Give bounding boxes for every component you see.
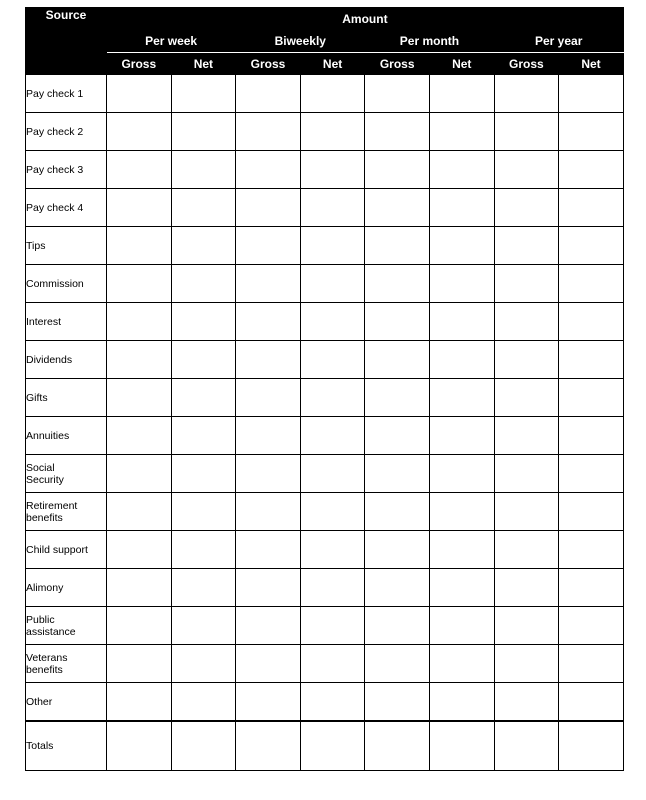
net-entry-cell[interactable] <box>429 493 494 531</box>
net-entry-cell[interactable] <box>429 531 494 569</box>
table-row <box>26 341 624 379</box>
net-entry-cell[interactable] <box>429 721 494 771</box>
row-label: Child support <box>26 531 107 569</box>
net-entry-cell[interactable] <box>300 493 365 531</box>
table-row <box>26 303 624 341</box>
net-entry-cell[interactable] <box>429 417 494 455</box>
gross-entry-cell[interactable] <box>107 417 172 455</box>
gross-entry-cell[interactable] <box>365 569 430 607</box>
row-label: Retirement benefits <box>26 493 107 531</box>
net-entry-cell[interactable] <box>429 75 494 113</box>
row-label: Dividends <box>26 341 107 379</box>
period-header-biweekly: Biweekly <box>236 30 365 53</box>
row-label: Tips <box>26 227 107 265</box>
net-entry-cell[interactable] <box>559 645 624 683</box>
net-entry-cell[interactable] <box>300 645 365 683</box>
gross-header: Gross <box>494 53 559 75</box>
row-label: Pay check 1 <box>26 75 107 113</box>
gross-entry-cell[interactable] <box>107 455 172 493</box>
net-entry-cell[interactable] <box>559 265 624 303</box>
gross-entry-cell[interactable] <box>107 683 172 722</box>
gross-entry-cell[interactable] <box>494 227 559 265</box>
table-row <box>26 531 624 569</box>
table-row <box>26 227 624 265</box>
gross-entry-cell[interactable] <box>494 569 559 607</box>
table-row <box>26 493 624 531</box>
net-entry-cell[interactable] <box>429 569 494 607</box>
gross-entry-cell[interactable] <box>494 341 559 379</box>
row-label: Public assistance <box>26 607 107 645</box>
gross-entry-cell[interactable] <box>494 531 559 569</box>
gross-entry-cell[interactable] <box>236 265 301 303</box>
net-entry-cell[interactable] <box>559 303 624 341</box>
row-label: Interest <box>26 303 107 341</box>
row-label: Pay check 3 <box>26 151 107 189</box>
gross-entry-cell[interactable] <box>365 683 430 722</box>
net-entry-cell[interactable] <box>171 303 236 341</box>
income-worksheet-table <box>25 7 624 771</box>
gross-entry-cell[interactable] <box>236 341 301 379</box>
gross-entry-cell[interactable] <box>107 113 172 151</box>
row-label: Gifts <box>26 379 107 417</box>
net-entry-cell[interactable] <box>171 683 236 722</box>
net-header: Net <box>171 53 236 75</box>
gross-entry-cell[interactable] <box>365 493 430 531</box>
table-row <box>26 645 624 683</box>
gross-entry-cell[interactable] <box>494 265 559 303</box>
gross-entry-cell[interactable] <box>494 189 559 227</box>
net-entry-cell[interactable] <box>171 379 236 417</box>
gross-entry-cell[interactable] <box>107 493 172 531</box>
net-entry-cell[interactable] <box>300 531 365 569</box>
net-entry-cell[interactable] <box>559 417 624 455</box>
row-label: Veterans benefits <box>26 645 107 683</box>
source-header: Source <box>26 8 107 75</box>
gross-entry-cell[interactable] <box>494 455 559 493</box>
gross-entry-cell[interactable] <box>236 417 301 455</box>
net-entry-cell[interactable] <box>300 227 365 265</box>
net-entry-cell[interactable] <box>559 683 624 722</box>
table-row <box>26 455 624 493</box>
gross-entry-cell[interactable] <box>236 455 301 493</box>
table-row <box>26 265 624 303</box>
net-entry-cell[interactable] <box>171 455 236 493</box>
gross-entry-cell[interactable] <box>107 303 172 341</box>
net-entry-cell[interactable] <box>300 189 365 227</box>
net-entry-cell[interactable] <box>559 607 624 645</box>
net-entry-cell[interactable] <box>429 113 494 151</box>
net-entry-cell[interactable] <box>559 227 624 265</box>
gross-entry-cell[interactable] <box>236 645 301 683</box>
table-row <box>26 151 624 189</box>
net-entry-cell[interactable] <box>171 227 236 265</box>
gross-entry-cell[interactable] <box>365 75 430 113</box>
gross-entry-cell[interactable] <box>236 113 301 151</box>
gross-entry-cell[interactable] <box>236 569 301 607</box>
gross-entry-cell[interactable] <box>236 303 301 341</box>
gross-entry-cell[interactable] <box>365 417 430 455</box>
gross-entry-cell[interactable] <box>107 75 172 113</box>
net-entry-cell[interactable] <box>171 151 236 189</box>
table-row <box>26 75 624 113</box>
gross-entry-cell[interactable] <box>365 455 430 493</box>
net-entry-cell[interactable] <box>300 721 365 771</box>
gross-entry-cell[interactable] <box>236 151 301 189</box>
period-header-per-week: Per week <box>107 30 236 53</box>
gross-entry-cell[interactable] <box>236 607 301 645</box>
net-entry-cell[interactable] <box>429 303 494 341</box>
gross-entry-cell[interactable] <box>365 151 430 189</box>
gross-entry-cell[interactable] <box>107 645 172 683</box>
gross-entry-cell[interactable] <box>494 721 559 771</box>
gross-entry-cell[interactable] <box>494 607 559 645</box>
gross-entry-cell[interactable] <box>107 531 172 569</box>
net-entry-cell[interactable] <box>171 113 236 151</box>
net-entry-cell[interactable] <box>300 151 365 189</box>
net-header: Net <box>559 53 624 75</box>
net-entry-cell[interactable] <box>171 721 236 771</box>
row-label: Other <box>26 683 107 722</box>
gross-entry-cell[interactable] <box>494 75 559 113</box>
net-entry-cell[interactable] <box>559 189 624 227</box>
net-entry-cell[interactable] <box>559 721 624 771</box>
gross-entry-cell[interactable] <box>365 607 430 645</box>
net-entry-cell[interactable] <box>429 227 494 265</box>
row-label: Pay check 2 <box>26 113 107 151</box>
gross-entry-cell[interactable] <box>236 227 301 265</box>
row-label: Annuities <box>26 417 107 455</box>
net-header: Net <box>429 53 494 75</box>
net-entry-cell[interactable] <box>429 607 494 645</box>
gross-header: Gross <box>107 53 172 75</box>
net-entry-cell[interactable] <box>429 151 494 189</box>
gross-entry-cell[interactable] <box>236 531 301 569</box>
table-row <box>26 417 624 455</box>
gross-entry-cell[interactable] <box>365 379 430 417</box>
gross-entry-cell[interactable] <box>365 645 430 683</box>
net-entry-cell[interactable] <box>429 189 494 227</box>
row-label: Social Security <box>26 455 107 493</box>
gross-entry-cell[interactable] <box>494 151 559 189</box>
gross-entry-cell[interactable] <box>107 607 172 645</box>
gross-entry-cell[interactable] <box>365 113 430 151</box>
net-entry-cell[interactable] <box>559 113 624 151</box>
gross-entry-cell[interactable] <box>107 721 172 771</box>
income-rows <box>26 75 624 771</box>
net-entry-cell[interactable] <box>559 341 624 379</box>
period-header-per-month: Per month <box>365 30 494 53</box>
net-entry-cell[interactable] <box>429 341 494 379</box>
period-header-per-year: Per year <box>494 30 623 53</box>
net-entry-cell[interactable] <box>171 645 236 683</box>
gross-entry-cell[interactable] <box>365 227 430 265</box>
net-entry-cell[interactable] <box>300 569 365 607</box>
net-entry-cell[interactable] <box>559 569 624 607</box>
net-entry-cell[interactable] <box>300 683 365 722</box>
gross-entry-cell[interactable] <box>494 113 559 151</box>
net-entry-cell[interactable] <box>171 569 236 607</box>
gross-entry-cell[interactable] <box>236 683 301 722</box>
table-row <box>26 113 624 151</box>
net-entry-cell[interactable] <box>429 455 494 493</box>
net-entry-cell[interactable] <box>300 455 365 493</box>
gross-entry-cell[interactable] <box>107 379 172 417</box>
net-entry-cell[interactable] <box>559 455 624 493</box>
gross-header: Gross <box>365 53 430 75</box>
net-entry-cell[interactable] <box>559 493 624 531</box>
net-entry-cell[interactable] <box>300 417 365 455</box>
net-header: Net <box>300 53 365 75</box>
gross-entry-cell[interactable] <box>107 341 172 379</box>
net-entry-cell[interactable] <box>559 151 624 189</box>
net-entry-cell[interactable] <box>171 417 236 455</box>
gross-entry-cell[interactable] <box>236 189 301 227</box>
net-entry-cell[interactable] <box>171 607 236 645</box>
net-entry-cell[interactable] <box>429 379 494 417</box>
gross-entry-cell[interactable] <box>236 493 301 531</box>
gross-entry-cell[interactable] <box>494 493 559 531</box>
gross-entry-cell[interactable] <box>107 265 172 303</box>
row-label: Alimony <box>26 569 107 607</box>
net-entry-cell[interactable] <box>171 341 236 379</box>
gross-entry-cell[interactable] <box>107 569 172 607</box>
gross-header: Gross <box>236 53 301 75</box>
net-entry-cell[interactable] <box>559 531 624 569</box>
row-label: Pay check 4 <box>26 189 107 227</box>
gross-entry-cell[interactable] <box>236 721 301 771</box>
gross-entry-cell[interactable] <box>365 531 430 569</box>
gross-entry-cell[interactable] <box>107 151 172 189</box>
net-entry-cell[interactable] <box>171 493 236 531</box>
net-entry-cell[interactable] <box>300 303 365 341</box>
net-entry-cell[interactable] <box>300 341 365 379</box>
gross-entry-cell[interactable] <box>236 379 301 417</box>
gross-entry-cell[interactable] <box>494 417 559 455</box>
gross-entry-cell[interactable] <box>236 75 301 113</box>
net-entry-cell[interactable] <box>300 113 365 151</box>
gross-entry-cell[interactable] <box>494 645 559 683</box>
net-entry-cell[interactable] <box>171 75 236 113</box>
net-entry-cell[interactable] <box>171 189 236 227</box>
table-row <box>26 607 624 645</box>
table-row <box>26 379 624 417</box>
amount-header: Amount <box>107 8 624 30</box>
table-row <box>26 683 624 722</box>
gross-entry-cell[interactable] <box>494 379 559 417</box>
gross-entry-cell[interactable] <box>365 265 430 303</box>
net-entry-cell[interactable] <box>300 379 365 417</box>
totals-row <box>26 721 624 771</box>
row-label: Totals <box>26 721 107 771</box>
net-entry-cell[interactable] <box>300 265 365 303</box>
net-entry-cell[interactable] <box>171 531 236 569</box>
gross-entry-cell[interactable] <box>494 303 559 341</box>
net-entry-cell[interactable] <box>300 75 365 113</box>
table-row <box>26 189 624 227</box>
gross-entry-cell[interactable] <box>107 227 172 265</box>
net-entry-cell[interactable] <box>429 683 494 722</box>
row-label: Commission <box>26 265 107 303</box>
gross-entry-cell[interactable] <box>365 189 430 227</box>
gross-entry-cell[interactable] <box>365 341 430 379</box>
net-entry-cell[interactable] <box>559 379 624 417</box>
net-entry-cell[interactable] <box>559 75 624 113</box>
net-entry-cell[interactable] <box>429 265 494 303</box>
gross-entry-cell[interactable] <box>107 189 172 227</box>
net-entry-cell[interactable] <box>429 645 494 683</box>
gross-entry-cell[interactable] <box>494 683 559 722</box>
net-entry-cell[interactable] <box>171 265 236 303</box>
table-row <box>26 569 624 607</box>
gross-entry-cell[interactable] <box>365 721 430 771</box>
gross-entry-cell[interactable] <box>365 303 430 341</box>
net-entry-cell[interactable] <box>300 607 365 645</box>
